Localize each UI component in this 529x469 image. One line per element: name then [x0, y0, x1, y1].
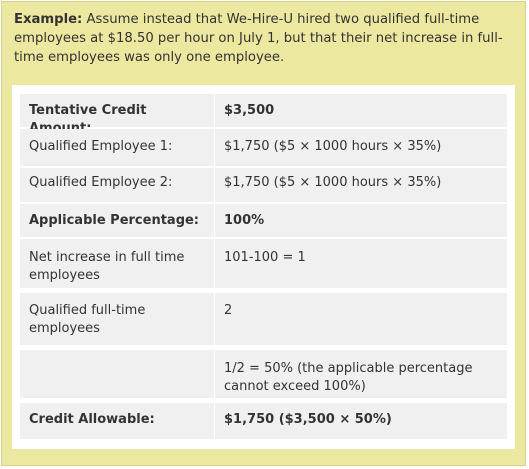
credit-table [12, 85, 515, 449]
table-row [20, 293, 507, 345]
example-text: Assume instead that We-Hire-U hired two qualified full-time employees at $18.50 per hour on July 1, but that their net increase in full-time employees was only one employee. [14, 12, 503, 65]
example-intro [14, 10, 519, 67]
row-value-cell [214, 350, 507, 398]
example-lead: Example: [14, 12, 83, 27]
row-label: Applicable Percentage: [29, 213, 200, 228]
row-label-cell [20, 129, 205, 166]
table-row [20, 94, 507, 127]
row-label: Credit Allowable: [29, 412, 155, 427]
row-label-cell [20, 168, 205, 202]
table-row [20, 403, 507, 439]
row-label-cell [20, 204, 205, 237]
row-label-cell [20, 293, 205, 345]
row-value: 2 [224, 303, 233, 318]
row-value-cell [214, 204, 507, 237]
table-row [20, 129, 507, 166]
row-value-cell [214, 403, 507, 439]
table-row [20, 168, 507, 202]
row-label: Tentative Credit [29, 103, 147, 118]
row-label: Qualified full-time employees [29, 303, 146, 336]
row-label-cell [20, 403, 205, 439]
row-label-cell [20, 239, 205, 288]
row-label: Qualified Employee 2: [29, 175, 173, 190]
row-value: $1,750 ($5 × 1000 hours × 35%) [224, 139, 442, 154]
row-value: $1,750 ($3,500 × 50%) [224, 412, 392, 427]
row-value-cell [214, 293, 507, 345]
example-box [1, 1, 526, 466]
row-label: Qualified Employee 1: [29, 139, 173, 154]
row-value-cell [214, 94, 507, 127]
row-value-cell [214, 168, 507, 202]
row-value-cell [214, 129, 507, 166]
row-value: $3,500 [224, 103, 275, 118]
table-row [20, 350, 507, 398]
row-label-cell [20, 350, 205, 398]
table-row [20, 204, 507, 237]
row-value: 100% [224, 213, 265, 228]
row-label: Net increase in full time employees [29, 250, 185, 283]
row-value-cell [214, 239, 507, 288]
row-value: 101-100 = 1 [224, 250, 306, 265]
row-value: $1,750 ($5 × 1000 hours × 35%) [224, 175, 442, 190]
table-row [20, 239, 507, 288]
row-value: 1/2 = 50% (the applicable percentage cannot exceed 100%) [224, 361, 473, 394]
row-label-cell [20, 94, 205, 127]
